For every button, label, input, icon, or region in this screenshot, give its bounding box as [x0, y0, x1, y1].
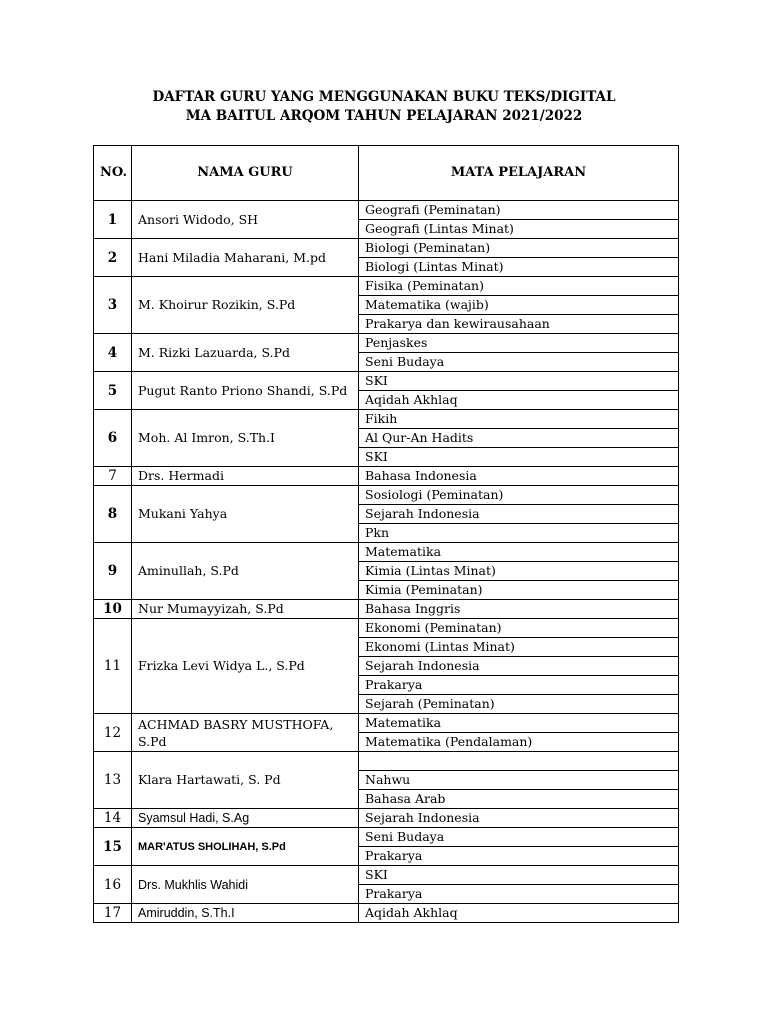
subject-cell: Biologi (Peminatan): [359, 239, 679, 258]
header-no: NO.: [94, 146, 132, 201]
teacher-name: Syamsul Hadi, S.Ag: [132, 809, 359, 828]
table-row: [94, 277, 679, 296]
subject-cell: Sejarah Indonesia: [359, 809, 679, 828]
subject-cell: SKI: [359, 448, 679, 467]
subject-cell: Matematika: [359, 543, 679, 562]
teacher-name: Drs. Hermadi: [132, 467, 359, 486]
row-number: 5: [94, 372, 132, 410]
row-number: 16: [94, 866, 132, 904]
table-row: [94, 866, 679, 885]
subject-cell: Fisika (Peminatan): [359, 277, 679, 296]
row-number: 7: [94, 467, 132, 486]
teacher-name: Mukani Yahya: [132, 486, 359, 543]
subject-cell: Kimia (Lintas Minat): [359, 562, 679, 581]
subject-cell: Seni Budaya: [359, 353, 679, 372]
row-number: 6: [94, 410, 132, 467]
table-row: [94, 904, 679, 923]
subject-cell: Sejarah (Peminatan): [359, 695, 679, 714]
table-row: [94, 201, 679, 220]
teacher-name: M. Rizki Lazuarda, S.Pd: [132, 334, 359, 372]
teacher-name: MAR'ATUS SHOLIHAH, S.Pd: [132, 828, 359, 866]
subject-cell: Prakarya: [359, 847, 679, 866]
teacher-name: Ansori Widodo, SH: [132, 201, 359, 239]
table-row: [94, 809, 679, 828]
table-row: [94, 239, 679, 258]
subject-cell: Matematika (Pendalaman): [359, 733, 679, 752]
subject-cell: Matematika: [359, 714, 679, 733]
subject-cell: Pkn: [359, 524, 679, 543]
row-number: 10: [94, 600, 132, 619]
row-number: 13: [94, 752, 132, 809]
subject-cell: Bahasa Arab: [359, 790, 679, 809]
table-row: [94, 467, 679, 486]
table-body: [94, 201, 679, 923]
subject-cell: Kimia (Peminatan): [359, 581, 679, 600]
title-line-2: MA BAITUL ARQOM TAHUN PELAJARAN 2021/2022: [185, 108, 583, 124]
subject-cell: Sosiologi (Peminatan): [359, 486, 679, 505]
subject-cell: Ekonomi (Peminatan): [359, 619, 679, 638]
teacher-name: M. Khoirur Rozikin, S.Pd: [132, 277, 359, 334]
title-line-1: DAFTAR GURU YANG MENGGUNAKAN BUKU TEKS/DIGITAL: [152, 89, 616, 105]
table-row: [94, 619, 679, 638]
table-row: [94, 334, 679, 353]
table-row: [94, 543, 679, 562]
subject-cell: Prakarya: [359, 676, 679, 695]
row-number: 1: [94, 201, 132, 239]
row-number: 3: [94, 277, 132, 334]
subject-cell: Bahasa Inggris: [359, 600, 679, 619]
row-number: 11: [94, 619, 132, 714]
subject-cell: Prakarya dan kewirausahaan: [359, 315, 679, 334]
subject-cell: Matematika (wajib): [359, 296, 679, 315]
subject-cell: Sejarah Indonesia: [359, 505, 679, 524]
subject-cell: Nahwu: [359, 771, 679, 790]
row-number: 2: [94, 239, 132, 277]
subject-cell: Fikih: [359, 410, 679, 429]
subject-cell: SKI: [359, 372, 679, 391]
table-row: [94, 714, 679, 733]
subject-cell: Geografi (Lintas Minat): [359, 220, 679, 239]
subject-cell: Ekonomi (Lintas Minat): [359, 638, 679, 657]
teacher-table: [93, 145, 679, 923]
subject-cell: Penjaskes: [359, 334, 679, 353]
header-subject: MATA PELAJARAN: [359, 146, 679, 201]
teacher-name: Moh. Al Imron, S.Th.I: [132, 410, 359, 467]
teacher-name: ACHMAD BASRY MUSTHOFA, S.Pd: [132, 714, 359, 752]
table-row: [94, 486, 679, 505]
subject-cell: Al Qur-An Hadits: [359, 429, 679, 448]
subject-cell: Bahasa Indonesia: [359, 467, 679, 486]
teacher-name: Amiruddin, S.Th.I: [132, 904, 359, 923]
subject-cell: Geografi (Peminatan): [359, 201, 679, 220]
row-number: 8: [94, 486, 132, 543]
subject-cell: [359, 752, 679, 771]
subject-cell: Aqidah Akhlaq: [359, 391, 679, 410]
table-row: [94, 372, 679, 391]
teacher-name: Frizka Levi Widya L., S.Pd: [132, 619, 359, 714]
header-row: [94, 146, 679, 201]
teacher-name: Drs. Mukhlis Wahidi: [132, 866, 359, 904]
subject-cell: Biologi (Lintas Minat): [359, 258, 679, 277]
row-number: 15: [94, 828, 132, 866]
subject-cell: Sejarah Indonesia: [359, 657, 679, 676]
teacher-name: Aminullah, S.Pd: [132, 543, 359, 600]
teacher-name: Nur Mumayyizah, S.Pd: [132, 600, 359, 619]
row-number: 17: [94, 904, 132, 923]
row-number: 12: [94, 714, 132, 752]
table-row: [94, 752, 679, 771]
row-number: 4: [94, 334, 132, 372]
teacher-name: Hani Miladia Maharani, M.pd: [132, 239, 359, 277]
subject-cell: Prakarya: [359, 885, 679, 904]
teacher-name: Pugut Ranto Priono Shandi, S.Pd: [132, 372, 359, 410]
subject-cell: Seni Budaya: [359, 828, 679, 847]
teacher-name: Klara Hartawati, S. Pd: [132, 752, 359, 809]
table-row: [94, 410, 679, 429]
table-row: [94, 600, 679, 619]
table-row: [94, 828, 679, 847]
row-number: 9: [94, 543, 132, 600]
header-name: NAMA GURU: [132, 146, 359, 201]
subject-cell: SKI: [359, 866, 679, 885]
row-number: 14: [94, 809, 132, 828]
subject-cell: Aqidah Akhlaq: [359, 904, 679, 923]
document-title: [0, 88, 768, 126]
